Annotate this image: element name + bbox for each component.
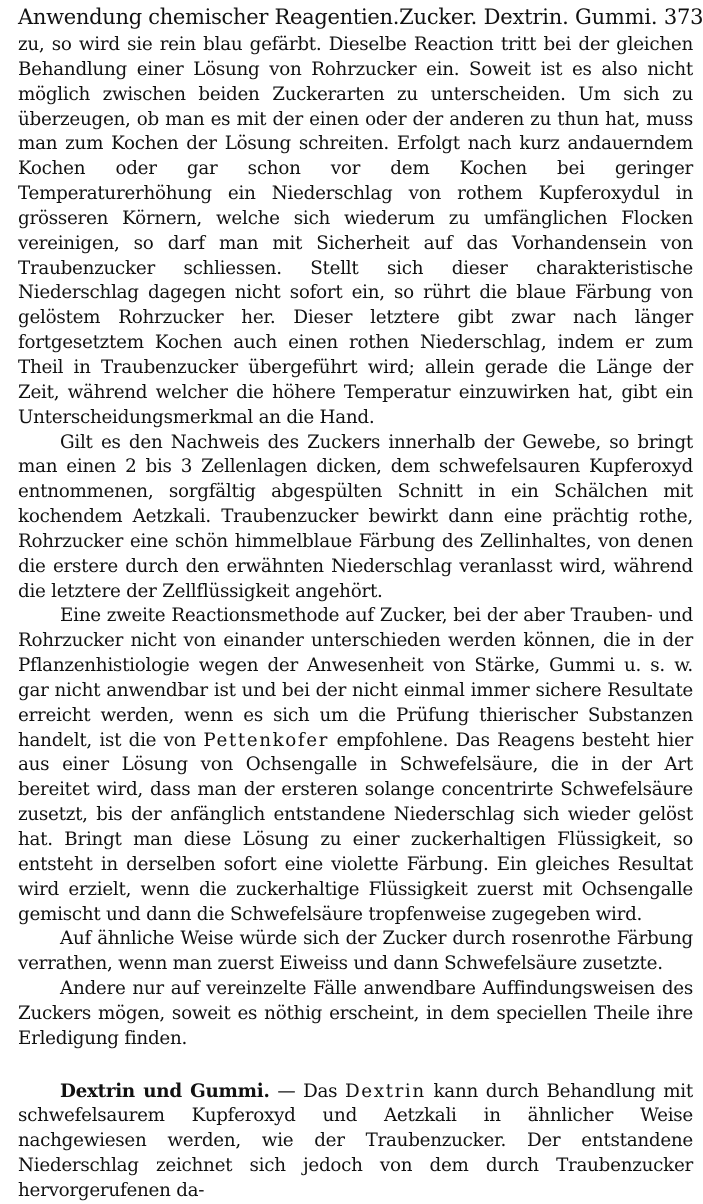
- paragraph-sugar-in-tissue: Gilt es den Nachweis des Zuckers innerhalb der Gewebe, so bringt man einen 2 bis 3 Zellenlagen dicken, dem schwefelsauren Kupferoxyd entnommenen, sorgfältig abgespülten Schnitt in ein Schälchen mit kochendem Aetzkali. Traubenzucker bewirkt dann eine prächtig rothe, Rohrzucker eine schön himmelblaue Färbung des Zellinhaltes, von denen die erstere durch den erwähnten Niederschlag veranlasst wird, während die letztere der Zellflüssigkeit angehört.: [18, 431, 693, 602]
- running-head: [18, 4, 703, 30]
- paragraph-other-methods: Andere nur auf vereinzelte Fälle anwendbare Auffindungsweisen des Zuckers mögen, soweit es nöthig erscheint, in dem speciellen Theile ihre Erledigung finden.: [18, 978, 693, 1049]
- page-number: 373: [663, 5, 703, 29]
- paragraph-continuation: zu, so wird sie rein blau gefärbt. Dieselbe Reaction tritt bei der gleichen Behandlung einer Lösung von Rohrzucker ein. Soweit ist es also nicht möglich zwischen beiden Zuckerarten zu unterscheiden. Um sich zu überzeugen, ob man es mit der einen oder der anderen zu thun hat, muss man zum Kochen der Lösung schreiten. Erfolgt nach kurz andauerndem Kochen oder gar schon vor dem Kochen bei geringer Temperaturerhöhung ein Niederschlag von rothem Kupferoxydul in grösseren Körnern, welche sich wiederum zu umfänglichen Flocken vereinigen, so darf man mit Sicherheit auf das Vorhandensein von Traubenzucker schliessen. Stellt sich dieser charakteristische Niederschlag dagegen nicht sofort ein, so rührt die blaue Färbung von gelöstem Rohrzucker her. Dieser letztere gibt zwar nach länger fortgesetztem Kochen auch einen rothen Niederschlag, indem er zum Theil in Traubenzucker übergeführt wird; allein gerade die Länge der Zeit, während welcher die höhere Temperatur einzuwirken hat, gibt ein Unterscheidungsmerkmal an die Hand.: [18, 34, 693, 428]
- running-head-right: [399, 4, 703, 30]
- paragraph-dextrin-gummi: [18, 1080, 693, 1204]
- running-head-left: Anwendung chemischer Reagentien.: [18, 5, 400, 29]
- paragraph-pettenkofer-reaction: [18, 604, 693, 927]
- dextrin-text: kann durch Behandlung mit schwefelsaurem Kupferoxyd und Aetzkali in ähnlicher Weise nachgewiesen werden, wie der Traubenzucker. Der entstandene Niederschlag zeichnet sich jedoch von dem durch Traubenzucker hervorgerufenen da-: [18, 1080, 693, 1201]
- reaction-text-after: empfohlene. Das Reagens besteht hier aus einer Lösung von Ochsengalle in Schwefelsäure, die in der Art bereitet wird, dass man der ersteren solange concentrirte Schwefelsäure zusetzt, bis der anfänglich entstandene Niederschlag sich wieder gelöst hat. Bringt man diese Lösung zu einer zuckerhaltigen Flüssigkeit, so entsteht in derselben sofort eine violette Färbung. Ein gleiches Resultat wird erzielt, wenn die zuckerhaltige Flüssigkeit zuerst mit Ochsengalle gemischt und dann die Schwefelsäure tropfenweise zugegeben wird.: [18, 729, 694, 925]
- spaced-word-dextrin: Dextrin: [345, 1080, 426, 1102]
- paragraph-rose-red-coloring: Auf ähnliche Weise würde sich der Zucker durch rosenrothe Färbung verrathen, wenn man zuerst Eiweiss und dann Schwefelsäure zusetzte.: [18, 928, 693, 975]
- reaction-text-before: Eine zweite Reactionsmethode auf Zucker, bei der aber Trauben- und Rohrzucker nicht von einander unterschieden werden können, die in der Pflanzenhistiologie wegen der Anwesenheit von Stärke, Gummi u. s. w. gar nicht anwendbar ist und bei der nicht einmal immer sichere Resultate erreicht werden, wenn es sich um die Prüfung thierischer Substanzen handelt, ist die von: [18, 605, 693, 751]
- running-head-section: Zucker. Dextrin. Gummi.: [399, 5, 658, 29]
- section-heading-dextrin-gummi: Dextrin und Gummi.: [60, 1080, 270, 1102]
- section-dash: — Das: [277, 1080, 338, 1102]
- author-name-pettenkofer: Pettenkofer: [203, 729, 330, 751]
